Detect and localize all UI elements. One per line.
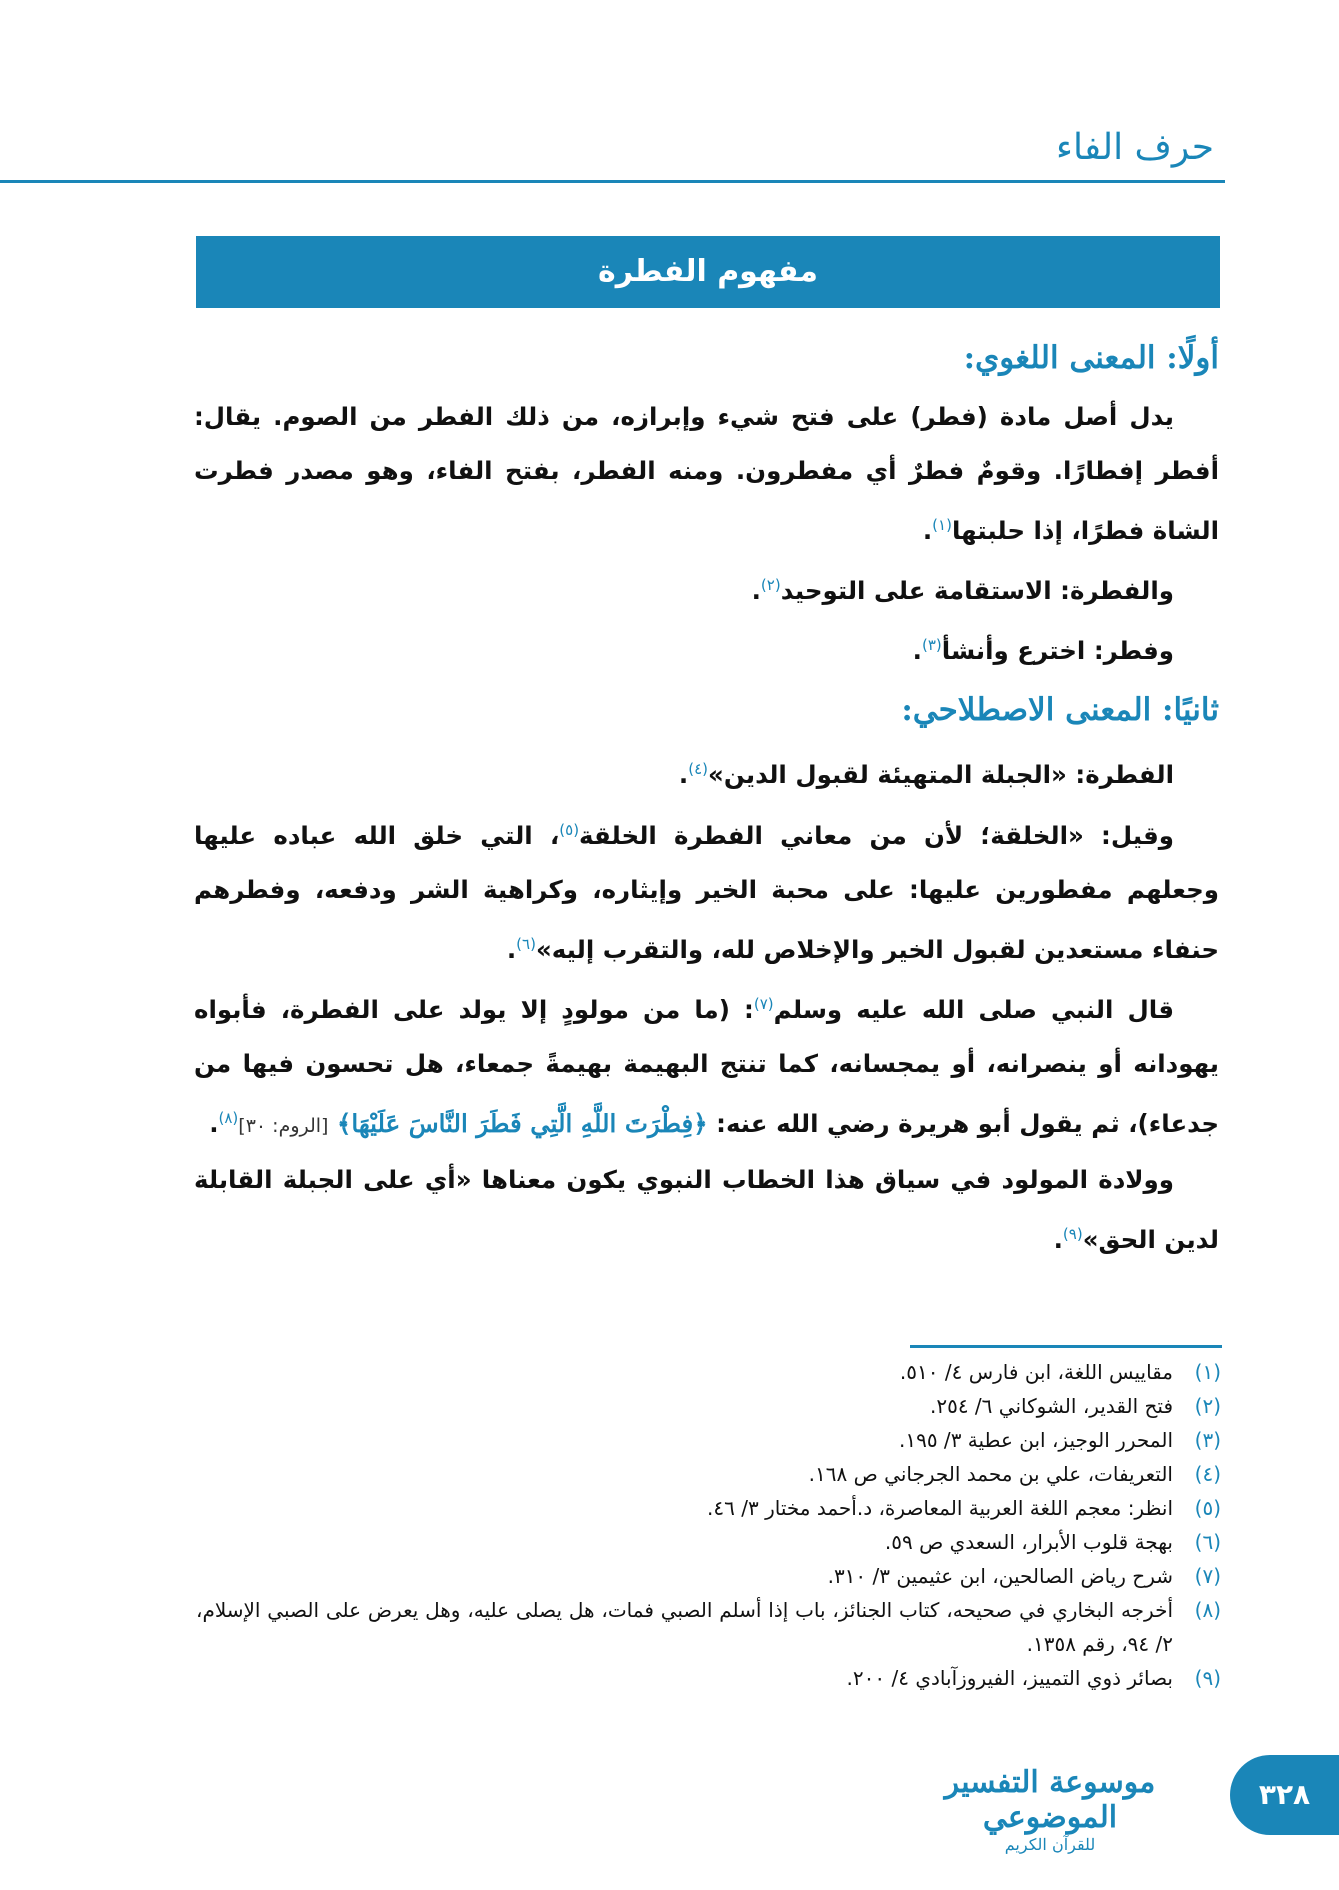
footnote-number: (٨) (1194, 1598, 1221, 1622)
footnote-number: (٦) (1194, 1530, 1221, 1554)
section-banner: مفهوم الفطرة (196, 236, 1220, 308)
paragraph-text: قال النبي صلى الله عليه وسلم (773, 995, 1175, 1025)
footnote-ref: (٤) (688, 760, 708, 779)
footnote-item (196, 1661, 1221, 1695)
paragraph-text: وفطر: اخترع وأنشأ (941, 636, 1174, 666)
paragraph-text: يدل أصل مادة (فطر) على فتح شيء وإبرازه، من ذلك الفطر من الصوم. يقال: أفطر إفطارًا. وقومٌ فطرٌ أي مفطرون. ومنه الفطر، بفتح الفاء، وهو مصدر فطرت الشاة فطرًا، إذا حلبتها (194, 402, 1219, 546)
footnote-text: شرح رياض الصالحين، ابن عثيمين ٣/ ٣١٠. (827, 1564, 1173, 1588)
paragraph (194, 803, 1219, 977)
footnote-ref: (٨) (218, 1109, 239, 1128)
paragraph-end: . (209, 1109, 219, 1139)
paragraph (194, 1153, 1219, 1267)
footnote-item (196, 1593, 1221, 1661)
quran-verse: ﴿فِطْرَتَ اللَّهِ الَّتِي فَطَرَ النَّاسَ عَلَيْهَا﴾ (337, 1109, 708, 1139)
footnote-number: (٧) (1194, 1564, 1221, 1588)
paragraph (194, 977, 1219, 1153)
main-content (194, 340, 1219, 1267)
footnote-ref: (٩) (1062, 1225, 1083, 1244)
paragraph-end: . (678, 760, 689, 790)
footnote-ref: (٥) (559, 820, 580, 839)
logo-title: موسوعة التفسير الموضوعي (944, 1765, 1156, 1835)
paragraph (194, 390, 1219, 558)
paragraph-end: . (922, 516, 933, 546)
linguistic-heading: أولًا: المعنى اللغوي: (963, 340, 1219, 376)
footnote-ref: (٢) (760, 576, 781, 595)
encyclopedia-logo (900, 1765, 1200, 1854)
terminological-heading: ثانيًا: المعنى الاصطلاحي: (901, 692, 1219, 729)
footnote-text: المحرر الوجيز، ابن عطية ٣/ ١٩٥. (898, 1428, 1173, 1452)
footnote-item (196, 1423, 1221, 1457)
footnotes-list (196, 1355, 1221, 1695)
header-divider (0, 180, 1225, 183)
footnote-ref: (٣) (921, 636, 942, 655)
footnote-number: (٤) (1194, 1462, 1221, 1486)
footnote-text: أخرجه البخاري في صحيحه، كتاب الجنائز، باب إذا أسلم الصبي فمات، هل يصلى عليه، وهل يعرض على الصبي الإسلام، ٢/ ٩٤، رقم ١٣٥٨. (196, 1598, 1173, 1656)
footnote-item (196, 1457, 1221, 1491)
footnote-ref: (٦) (516, 934, 536, 953)
footnote-number: (٥) (1194, 1496, 1221, 1520)
footnote-text: التعريفات، علي بن محمد الجرجاني ص ١٦٨. (808, 1462, 1173, 1486)
footnote-divider (910, 1345, 1222, 1348)
footnote-item (196, 1525, 1221, 1559)
footnote-item (196, 1559, 1221, 1593)
paragraph (194, 558, 1219, 618)
paragraph-end: . (506, 934, 517, 964)
logo-subtitle: للقرآن الكريم (1004, 1835, 1096, 1854)
paragraph-text: والفطرة: الاستقامة على التوحيد (780, 576, 1174, 606)
chapter-title: حرف الفاء (1056, 127, 1214, 168)
footnote-number: (١) (1194, 1360, 1221, 1384)
paragraph-text: : (ما من مولودٍ إلا يولد على الفطرة، فأبواه يهودانه أو ينصرانه، أو يمجسانه، كما تنتج البهيمة بهيمةً جمعاء، هل تحسون فيها من جدعاء)، ثم يقول أبو هريرة رضي الله عنه: (194, 995, 1219, 1139)
footnote-text: بصائر ذوي التمييز، الفيروزآبادي ٤/ ٢٠٠. (846, 1666, 1173, 1690)
paragraph-end: . (1053, 1225, 1063, 1255)
footnote-text: فتح القدير، الشوكاني ٦/ ٢٥٤. (929, 1394, 1173, 1418)
paragraph-end: . (912, 636, 922, 666)
footnote-text: بهجة قلوب الأبرار، السعدي ص ٥٩. (884, 1530, 1173, 1554)
page-number: ٣٢٨ (1230, 1755, 1339, 1835)
verse-reference: [الروم: ٣٠] (238, 1115, 329, 1138)
footnote-number: (٩) (1194, 1666, 1221, 1690)
paragraph-text: الفطرة: «الجبلة المتهيئة لقبول الدين» (708, 760, 1174, 790)
footnote-item (196, 1355, 1221, 1389)
footnote-item (196, 1491, 1221, 1525)
footnote-text: انظر: معجم اللغة العربية المعاصرة، د.أحمد مختار ٣/ ٤٦. (707, 1496, 1173, 1520)
paragraph-end: . (751, 576, 761, 606)
footnote-ref: (٧) (753, 994, 774, 1013)
footnote-item (196, 1389, 1221, 1423)
footnote-number: (٢) (1194, 1394, 1221, 1418)
footnote-number: (٣) (1194, 1428, 1221, 1452)
footnote-ref: (١) (932, 516, 952, 534)
paragraph (194, 618, 1219, 678)
paragraph-text: وولادة المولود في سياق هذا الخطاب النبوي يكون معناها «أي على الجبلة القابلة لدين الحق» (194, 1165, 1219, 1255)
paragraph-text: ، التي خلق الله عباده عليها وجعلهم مفطورين عليها: على محبة الخير وإيثاره، وكراهية الشر ودفعه، وفطرهم حنفاء مستعدين لقبول الخير والإخلاص لله، والتقرب إليه» (194, 820, 1219, 964)
footnote-text: مقاييس اللغة، ابن فارس ٤/ ٥١٠. (899, 1360, 1173, 1384)
paragraph-text: وقيل: «الخلقة؛ لأن من معاني الفطرة الخلقة (579, 820, 1174, 850)
paragraph (194, 742, 1219, 802)
